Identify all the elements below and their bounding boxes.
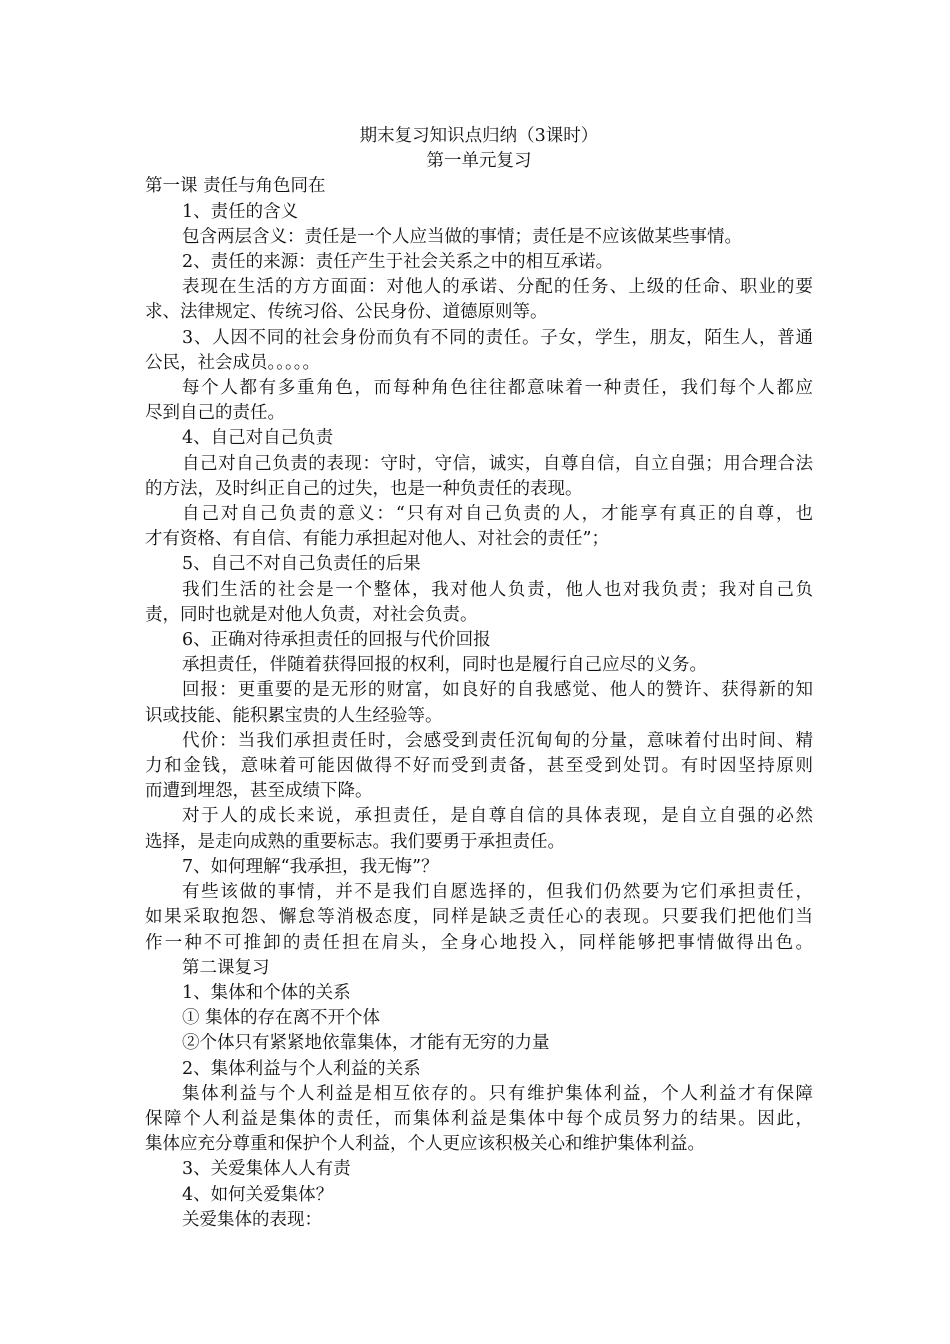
section-heading: 1、责任的含义 [182,201,299,222]
paragraph-line: 我们生活的社会是一个整体，我对他人负责，他人也对我负责；我对自己负 [182,579,813,600]
document-body [145,124,813,1233]
section-heading: 4、如何关爱集体？ [182,1184,334,1205]
section-heading: 7、如何理解“我承担，我无悔”？ [182,856,439,877]
paragraph-line: 力和金钱，意味着可能因做得不好而受到责备，甚至受到处罚。有时因坚持原则 [145,756,813,777]
paragraph-line: 每个人都有多重角色，而每种角色往往都意味着一种责任，我们每个人都应 [182,378,813,399]
paragraph-line: 公民，社会成员。。。。。 [145,352,320,373]
paragraph-line: 对于人的成长来说，承担责任，是自尊自信的具体表现，是自立自强的必然 [182,806,813,827]
paragraph-line: 表现在生活的方方面面：对他人的承诺、分配的任务、上级的任命、职业的要 [182,277,813,298]
section-heading: 4、自己对自己负责 [182,428,334,449]
document-title: 期末复习知识点归纳（3课时） [359,126,599,146]
section-heading: 2、集体利益与个人利益的关系 [182,1058,421,1079]
lesson-heading: 第二课复习 [182,957,270,978]
paragraph-line: 有些该做的事情，并不是我们自愿选择的，但我们仍然要为它们承担责任， [182,882,813,903]
paragraph-line: 如果采取抱怨、懈怠等消极态度，同样是缺乏责任心的表现。只要我们把他们当 [145,907,813,928]
paragraph-line: 回报：更重要的是无形的财富，如良好的自我感觉、他人的赞许、获得新的知 [182,680,813,701]
paragraph-line: 作一种不可推卸的责任担在肩头，全身心地投入，同样能够把事情做得出色。 [145,932,813,953]
section-heading: 2、责任的来源：责任产生于社会关系之中的相互承诺。 [182,252,614,273]
paragraph-line: 才有资格、有自信、有能力承担起对他人、对社会的责任”； [145,529,609,550]
paragraph-line: 自己对自己负责的表现：守时，守信，诚实，自尊自信，自立自强；用合理合法 [182,453,813,474]
paragraph-line: 尽到自己的责任。 [145,403,285,424]
paragraph-line: 集体应充分尊重和保护个人利益，个人更应该积极关心和维护集体利益。 [145,1134,705,1155]
unit-heading: 第一单元复习 [426,151,532,172]
list-item: ① 集体的存在离不开个体 [182,1008,381,1029]
paragraph-line: 的方法，及时纠正自己的过失，也是一种负责任的表现。 [145,478,583,499]
paragraph-line: 选择，是走向成熟的重要标志。我们要勇于承担责任。 [145,831,565,852]
paragraph-line: 代价：当我们承担责任时，会感受到责任沉甸甸的分量，意味着付出时间、精 [182,730,813,751]
paragraph-line: 而遭到埋怨，甚至成绩下降。 [145,781,373,802]
paragraph-line: 求、法律规定、传统习俗、公民身份、道德原则等。 [145,302,548,323]
paragraph-line: 关爱集体的表现： [182,1209,322,1230]
lesson-heading: 第一课 责任与角色同在 [145,176,326,197]
section-heading: 5、自己不对自己负责任的后果 [182,554,421,575]
list-item: ②个体只有紧紧地依靠集体，才能有无穷的力量 [182,1033,550,1054]
paragraph-line: 识或技能、能积累宝贵的人生经验等。 [145,705,443,726]
paragraph-line: 集体利益与个人利益是相互依存的。只有维护集体利益，个人利益才有保障 [182,1083,813,1104]
section-heading: 1、集体和个体的关系 [182,982,351,1003]
paragraph-line: 保障个人利益是集体的责任，而集体利益是集体中每个成员努力的结果。因此， [145,1108,813,1129]
paragraph-line: 承担责任，伴随着获得回报的权利，同时也是履行自己应尽的义务。 [182,655,707,676]
paragraph-line: 责，同时也就是对他人负责，对社会负责。 [145,604,478,625]
section-heading: 6、正确对待承担责任的回报与代价回报 [182,630,491,651]
section-heading: 3、人因不同的社会身份而负有不同的责任。子女，学生，朋友，陌生人，普通 [182,327,813,348]
section-heading: 3、关爱集体人人有责 [182,1159,351,1180]
paragraph-line: 自己对自己负责的意义：“只有对自己负责的人，才能享有真正的自尊，也 [182,504,813,525]
paragraph-line: 包含两层含义：责任是一个人应当做的事情；责任是不应该做某些事情。 [182,226,742,247]
